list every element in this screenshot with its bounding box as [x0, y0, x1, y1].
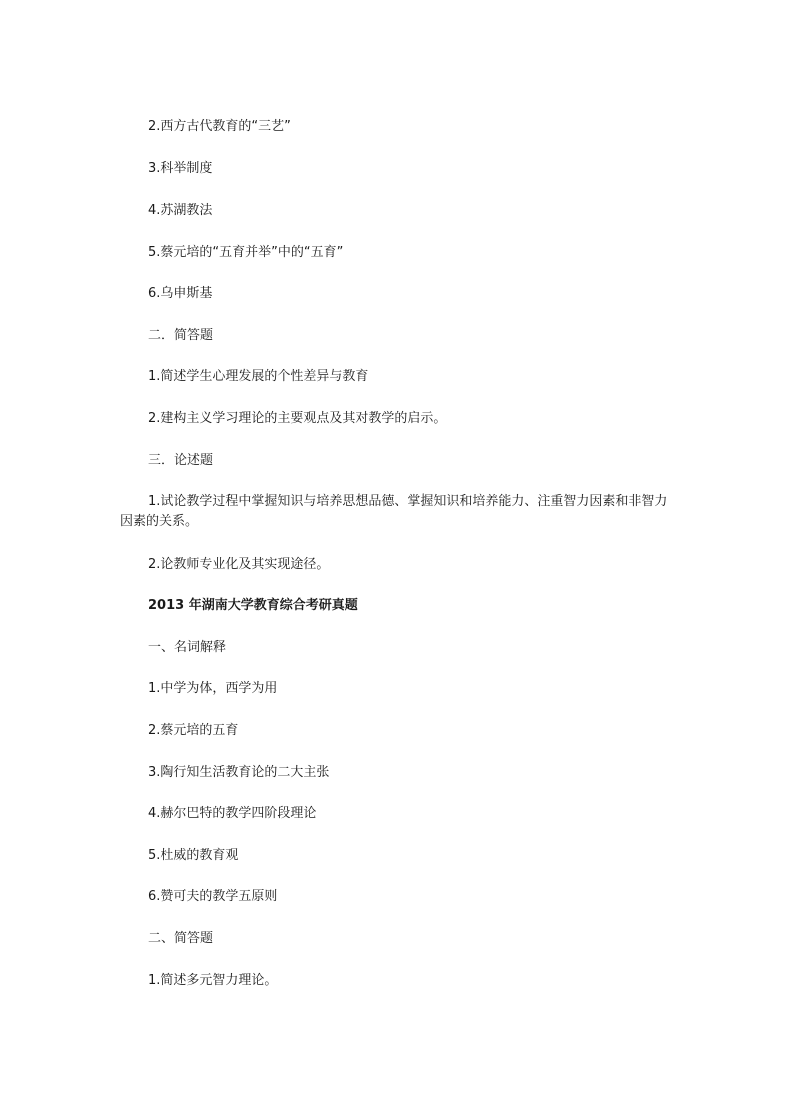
question-item: 1.简述多元智力理论。: [148, 973, 278, 988]
question-item: 1.简述学生心理发展的个性差异与教育: [148, 369, 369, 384]
question-paragraph: 1.试论教学过程中掌握知识与培养思想品德、掌握知识和培养能力、注重智力因素和非智力因素的关系。: [120, 494, 668, 529]
question-item: 3.陶行知生活教育论的二大主张: [148, 765, 330, 780]
section-heading: 一、名词解释: [148, 640, 227, 655]
question-item: 2.西方古代教育的“三艺”: [148, 119, 291, 134]
section-heading: 三．论述题: [148, 453, 214, 468]
question-item: 3.科举制度: [148, 161, 213, 176]
question-item: 1.中学为体，西学为用: [148, 681, 278, 696]
question-item: 2.蔡元培的五育: [148, 723, 239, 738]
question-item: 2.论教师专业化及其实现途径。: [148, 557, 330, 572]
question-item: 6.赞可夫的教学五原则: [148, 889, 278, 904]
question-item: 4.赫尔巴特的教学四阶段理论: [148, 806, 317, 821]
question-item: 5.蔡元培的“五育并举”中的“五育”: [148, 245, 344, 260]
exam-title: 2013 年湖南大学教育综合考研真题: [148, 598, 358, 613]
section-heading: 二．简答题: [148, 328, 214, 343]
question-item: 6.乌申斯基: [148, 286, 213, 301]
question-item: 4.苏湖教法: [148, 203, 213, 218]
section-heading: 二、简答题: [148, 931, 214, 946]
question-item: 2.建构主义学习理论的主要观点及其对教学的启示。: [148, 411, 447, 426]
question-item: 5.杜威的教育观: [148, 848, 239, 863]
